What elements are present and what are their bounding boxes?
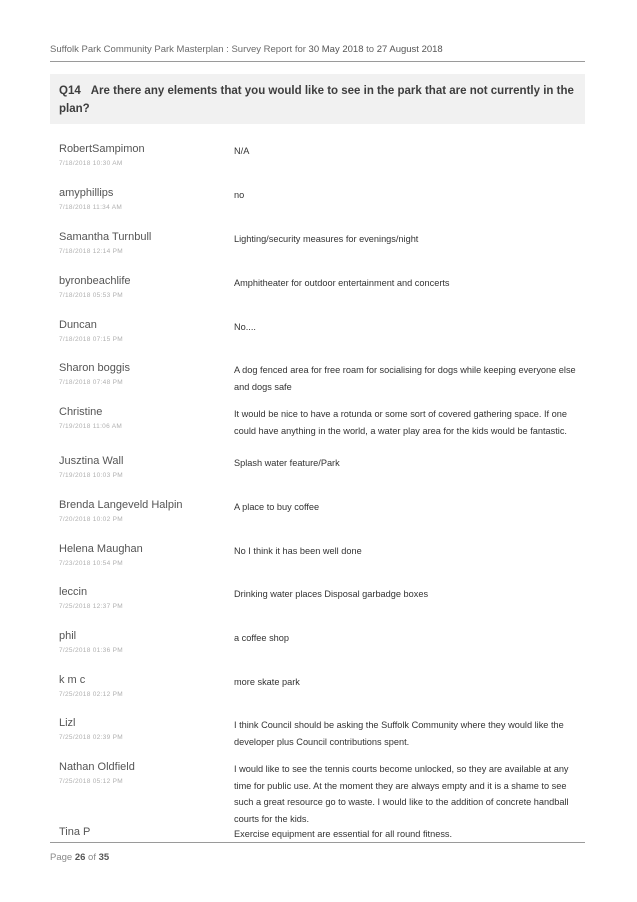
response-answer: no — [234, 190, 245, 200]
response-date: 7/18/2018 11:34 AM — [59, 204, 123, 211]
response-answer: Drinking water places Disposal garbadge boxes — [234, 589, 429, 599]
response-answer: I think Council should be asking the Suffolk Community where they would like the developer plus Council contributions spent. — [234, 720, 564, 747]
respondent-name: Sharon boggis — [59, 362, 130, 374]
response-answer: Splash water feature/Park — [234, 458, 340, 468]
response-date: 7/25/2018 01:36 PM — [59, 647, 123, 654]
response-answer: Lighting/security measures for evenings/night — [234, 234, 419, 244]
response-date: 7/18/2018 07:15 PM — [59, 336, 123, 343]
response-date: 7/25/2018 02:12 PM — [59, 691, 123, 698]
respondent-name: phil — [59, 630, 77, 642]
page-of: of — [85, 852, 99, 863]
page-header — [50, 44, 585, 55]
respondent-name: Tina P — [59, 826, 91, 838]
response-answer: a coffee shop — [234, 633, 289, 643]
date-from: 30 May 2018 — [308, 44, 364, 55]
response-date: 7/18/2018 05:53 PM — [59, 292, 123, 299]
respondent-name: Samantha Turnbull — [59, 231, 152, 243]
question-text: Are there any elements that you would like to see in the park that are not currently in the plan? — [59, 85, 574, 115]
respondent-name: Brenda Langeveld Halpin — [59, 499, 183, 511]
response-answer: N/A — [234, 146, 250, 156]
response-answer: I would like to see the tennis courts become unlocked, so they are available at any time for public use. At the moment they are always empty and it is a shame to see such a great resource go to waste. I would like to the addition of concrete handball courts for the kids. — [234, 764, 569, 824]
respondent-name: k m c — [59, 674, 86, 686]
page-total: 35 — [98, 852, 110, 863]
response-date: 7/25/2018 12:37 PM — [59, 603, 123, 610]
page-footer — [50, 852, 109, 863]
footer-divider — [50, 842, 585, 843]
response-date: 7/18/2018 12:14 PM — [59, 248, 123, 255]
respondent-name: Christine — [59, 406, 103, 418]
response-date: 7/25/2018 05:12 PM — [59, 778, 123, 785]
response-answer: It would be nice to have a rotunda or some sort of covered gathering space. If one could have anything in the world, a water play area for the kids would be fantastic. — [234, 409, 567, 436]
respondent-name: Jusztina Wall — [59, 455, 124, 467]
survey-title: Suffolk Park Community Park Masterplan — [50, 44, 224, 55]
response-date: 7/19/2018 11:06 AM — [59, 423, 123, 430]
response-date: 7/20/2018 10:02 PM — [59, 516, 123, 523]
response-answer: A dog fenced area for free roam for socialising for dogs while keeping everyone else and dogs safe — [234, 365, 576, 392]
respondent-name: Helena Maughan — [59, 543, 143, 555]
respondent-name: Nathan Oldfield — [59, 761, 135, 773]
header-separator: : — [223, 44, 232, 55]
response-answer: No.... — [234, 322, 256, 332]
page-prefix: Page — [50, 852, 75, 863]
header-divider — [50, 61, 585, 62]
response-answer: No I think it has been well done — [234, 546, 362, 556]
respondent-name: amyphillips — [59, 187, 114, 199]
respondent-name: byronbeachlife — [59, 275, 131, 287]
response-date: 7/19/2018 10:03 PM — [59, 472, 123, 479]
response-date: 7/18/2018 10:30 AM — [59, 160, 123, 167]
response-date: 7/23/2018 10:54 PM — [59, 560, 123, 567]
response-answer: Exercise equipment are essential for all round fitness. — [234, 829, 453, 839]
question-box — [50, 74, 585, 124]
response-answer: A place to buy coffee — [234, 502, 320, 512]
respondent-name: Duncan — [59, 319, 97, 331]
response-date: 7/18/2018 07:48 PM — [59, 379, 123, 386]
respondent-name: Lizl — [59, 717, 76, 729]
date-to: 27 August 2018 — [376, 44, 443, 55]
response-answer: more skate park — [234, 677, 300, 687]
page-number: 26 — [74, 852, 86, 863]
respondent-name: leccin — [59, 586, 88, 598]
respondent-name: RobertSampimon — [59, 143, 145, 155]
response-answer: Amphitheater for outdoor entertainment and concerts — [234, 278, 450, 288]
question-number: Q14 — [59, 85, 81, 97]
report-prefix: Survey Report for — [231, 44, 309, 55]
response-date: 7/25/2018 02:39 PM — [59, 734, 123, 741]
date-to-word: to — [363, 44, 377, 55]
